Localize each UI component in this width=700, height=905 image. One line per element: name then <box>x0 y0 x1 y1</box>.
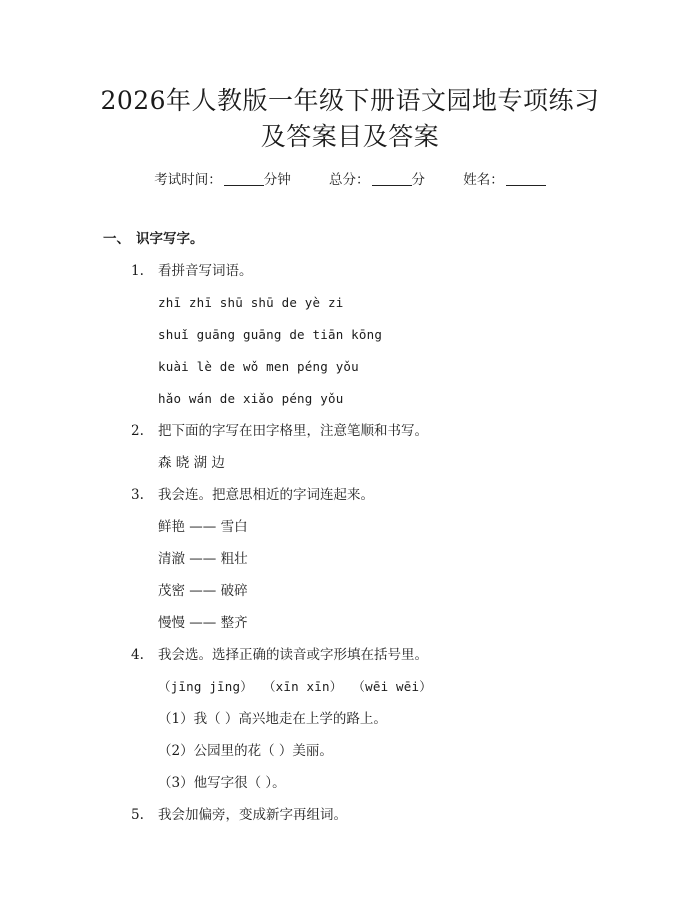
section-number: 一、 <box>103 231 130 247</box>
question-number: 2. <box>131 423 144 439</box>
reading-options <box>158 678 432 696</box>
section-heading <box>103 230 204 248</box>
time-field <box>154 168 291 188</box>
score-label: 总分： <box>329 172 370 188</box>
name-label: 姓名： <box>463 172 504 188</box>
pinyin-line: zhī zhī shū shū de yè zi <box>158 295 344 310</box>
pinyin-line: hǎo wán de xiǎo péng yǒu <box>158 391 344 406</box>
match-pair: 茂密 —— 破碎 <box>158 583 248 599</box>
match-pair: 鲜艳 —— 雪白 <box>158 519 248 535</box>
name-blank <box>506 171 546 186</box>
question-text: 我会选。选择正确的读音或字形填在括号里。 <box>158 647 428 663</box>
question-3 <box>131 486 374 504</box>
question-5 <box>131 806 347 824</box>
match-pair: 清澈 —— 粗壮 <box>158 551 248 567</box>
exam-info <box>0 168 700 188</box>
question-number: 4. <box>131 647 144 663</box>
option: （wēi wēi） <box>352 679 432 694</box>
title-line-1: 2026年人教版一年级下册语文园地专项练习 <box>100 86 600 115</box>
title-line-2: 及答案目及答案 <box>260 122 440 151</box>
question-number: 1. <box>131 263 144 279</box>
question-text: 看拼音写词语。 <box>158 263 253 279</box>
question-2 <box>131 422 428 440</box>
section-title: 识字写字。 <box>136 231 204 247</box>
time-unit: 分钟 <box>263 172 291 188</box>
score-field <box>329 168 425 188</box>
score-blank <box>372 171 412 186</box>
pinyin-line: shuǐ guāng guāng de tiān kōng <box>158 327 383 342</box>
question-text: 我会加偏旁，变成新字再组词。 <box>158 807 347 823</box>
option: （xīn xīn） <box>262 679 343 694</box>
score-unit: 分 <box>411 172 425 188</box>
question-text: 我会连。把意思相近的字词连起来。 <box>158 487 374 503</box>
fill-blank-item: （3）他写字很（ ）。 <box>158 775 286 791</box>
time-label: 考试时间： <box>154 172 222 188</box>
question-number: 3. <box>131 487 144 503</box>
option: （jīng jīng） <box>158 679 253 694</box>
fill-blank-item: （2）公园里的花（ ）美丽。 <box>158 743 333 759</box>
practice-characters: 森 晓 湖 边 <box>158 455 225 471</box>
question-1 <box>131 262 253 280</box>
question-text: 把下面的字写在田字格里，注意笔顺和书写。 <box>158 423 428 439</box>
match-pair: 慢慢 —— 整齐 <box>158 615 248 631</box>
question-4 <box>131 646 428 664</box>
question-number: 5. <box>131 807 144 823</box>
name-field <box>463 168 546 188</box>
pinyin-line: kuài lè de wǒ men péng yǒu <box>158 359 359 374</box>
time-blank <box>224 171 264 186</box>
fill-blank-item: （1）我（ ）高兴地走在上学的路上。 <box>158 711 387 727</box>
